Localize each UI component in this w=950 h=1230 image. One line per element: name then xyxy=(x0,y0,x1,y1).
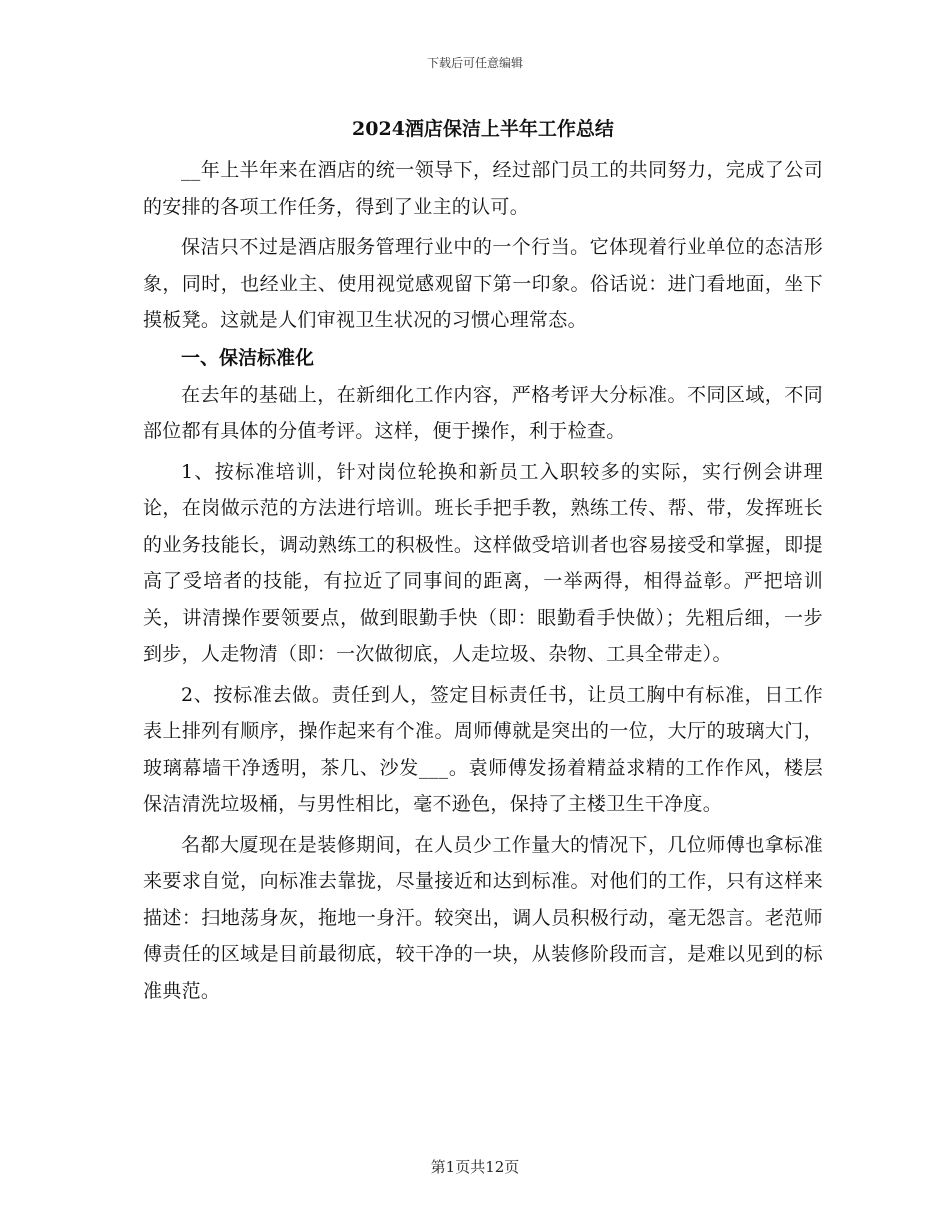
document-title: 2024酒店保洁上半年工作总结 xyxy=(352,118,614,140)
section-paragraph-1: 在去年的基础上，在新细化工作内容，严格考评大分标准。不同区域，不同部位都有具体的分值考评。这样，便于操作，利于检查。 xyxy=(143,383,823,442)
intro-paragraph-2: 保洁只不过是酒店服务管理行业中的一个行当。它体现着行业单位的态洁形象，同时，也经业主、使用视觉感观留下第一印象。俗话说：进门看地面，坐下摸板凳。这就是人们审视卫生状况的习惯心理常态。 xyxy=(143,236,823,331)
page-header: 下载后可任意编辑 xyxy=(426,56,523,70)
section-paragraph-4: 名都大厦现在是装修期间，在人员少工作量大的情况下，几位师傅也拿标准来要求自觉，向标准去靠拢，尽量接近和达到标准。对他们的工作，只有这样来描述：扫地荡身灰，拖地一身汗。较突出，调人员积极行动，毫无怨言。老范师傅责任的区域是目前最彻底，较干净的一块，从装修阶段而言，是难以见到的标准典范。 xyxy=(143,833,823,1002)
section-paragraph-2: 1、按标准培训，针对岗位轮换和新员工入职较多的实际，实行例会讲理论，在岗做示范的方法进行培训。班长手把手教，熟练工传、帮、带，发挥班长的业务技能长，调动熟练工的积极性。这样做受培训者也容易接受和掌握，即提高了受培者的技能，有拉近了同事间的距离，一举两得，相得益彰。严把培训关，讲清操作要领要点，做到眼勤手快（即：眼勤看手快做）；先粗后细，一步到步，人走物清（即：一次做彻底，人走垃圾、杂物、工具全带走）。 xyxy=(143,460,823,665)
document-body xyxy=(143,110,823,1009)
page-footer: 第1页共12页 xyxy=(430,1158,520,1176)
section-heading: 一、保洁标准化 xyxy=(181,346,315,369)
intro-paragraph-1: __年上半年来在酒店的统一领导下，经过部门员工的共同努力，完成了公司的安排的各项工作任务，得到了业主的认可。 xyxy=(143,159,823,218)
section-paragraph-3: 2、按标准去做。责任到人，签定目标责任书，让员工胸中有标准，日工作表上排列有顺序，操作起来有个准。周师傅就是突出的一位，大厅的玻璃大门，玻璃幕墙干净透明，茶几、沙发___。袁师傅发扬着精益求精的工作作风，楼层保洁清洗垃圾桶，与男性相比，毫不逊色，保持了主楼卫生干净度。 xyxy=(143,683,823,815)
